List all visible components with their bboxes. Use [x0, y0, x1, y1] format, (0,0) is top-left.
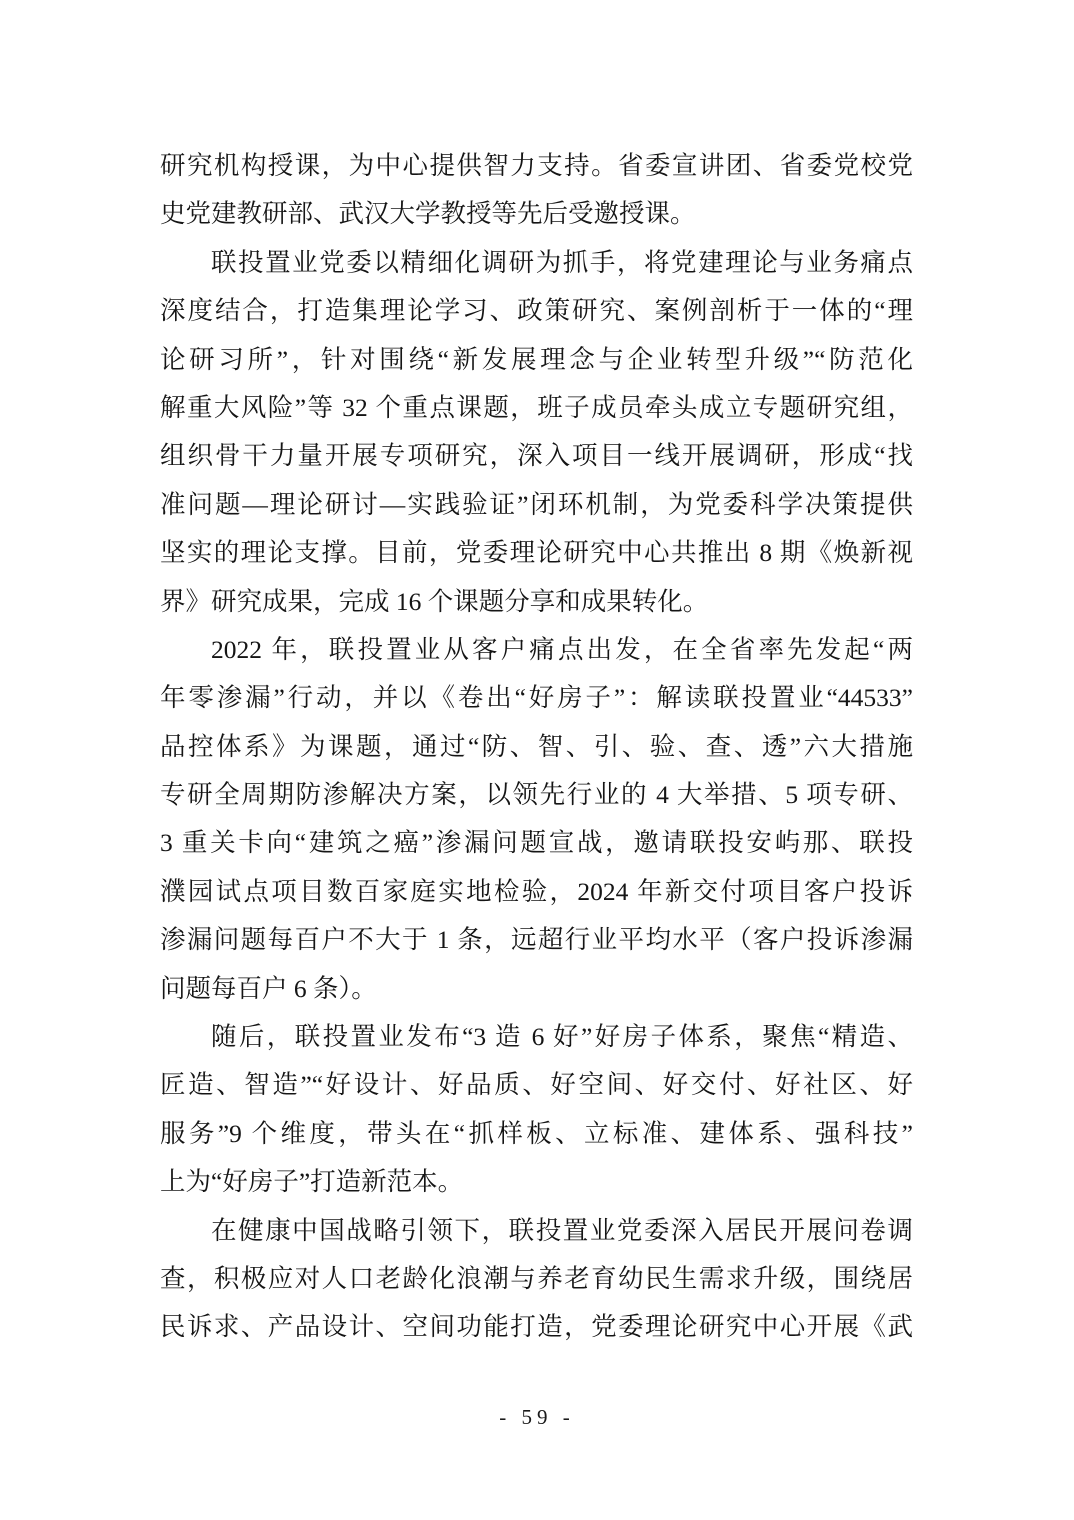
document-body [160, 142, 913, 1352]
text-line: 上为“好房子”打造新范本。 [160, 1167, 464, 1197]
text-line: 研究机构授课，为中心提供智力支持。省委宣讲团、省委党校党 [160, 151, 913, 180]
text-line: 准问题—理论研讨—实践验证”闭环机制，为党委科学决策提供 [160, 489, 913, 519]
text-line: 组织骨干力量开展专项研究，深入项目一线开展调研，形成“找 [160, 441, 913, 471]
text-line: 年零渗漏”行动，并以《卷出“好房子”：解读联投置业“44533” [160, 683, 913, 713]
text-line: 解重大风险”等 32 个重点课题，班子成员牵头成立专题研究组， [160, 392, 913, 422]
text-line: 服务”9 个维度，带头在“抓样板、立标准、建体系、强科技” [160, 1118, 913, 1148]
text-line: 随后，联投置业发布“3 造 6 好”好房子体系，聚焦“精造、 [211, 1022, 913, 1052]
text-line: 民诉求、产品设计、空间功能打造，党委理论研究中心开展《武 [160, 1312, 913, 1342]
text-line: 联投置业党委以精细化调研为抓手，将党建理论与业务痛点 [211, 247, 913, 277]
text-line: 在健康中国战略引领下，联投置业党委深入居民开展问卷调 [211, 1215, 913, 1245]
text-line: 查，积极应对人口老龄化浪潮与养老育幼民生需求升级，围绕居 [160, 1263, 913, 1293]
text-line: 濮园试点项目数百家庭实地检验，2024 年新交付项目客户投诉 [160, 876, 913, 906]
text-line: 渗漏问题每百户不大于 1 条，远超行业平均水平（客户投诉渗漏 [160, 925, 913, 955]
text-line: 坚实的理论支撑。目前，党委理论研究中心共推出 8 期《焕新视 [160, 538, 913, 568]
text-line: 专研全周期防渗解决方案，以领先行业的 4 大举措、5 项专研、 [160, 780, 913, 810]
text-line: 2022 年，联投置业从客户痛点出发，在全省率先发起“两 [211, 634, 913, 664]
text-line: 深度结合，打造集理论学习、政策研究、案例剖析于一体的“理 [160, 296, 913, 326]
page-number: - 59 - [499, 1405, 575, 1429]
text-line: 界》研究成果，完成 16 个课题分享和成果转化。 [160, 586, 709, 616]
text-line: 品控体系》为课题，通过“防、智、引、验、查、透”六大措施 [160, 731, 913, 761]
text-line: 3 重关卡向“建筑之癌”渗漏问题宣战，邀请联投安屿那、联投 [160, 828, 913, 858]
text-line: 史党建教研部、武汉大学教授等先后受邀授课。 [160, 199, 696, 229]
text-line: 匠造、智造”“好设计、好品质、好空间、好交付、好社区、好 [160, 1070, 913, 1100]
text-line: 论研习所”，针对围绕“新发展理念与企业转型升级”“防范化 [160, 344, 913, 374]
text-line: 问题每百户 6 条）。 [160, 973, 377, 1003]
